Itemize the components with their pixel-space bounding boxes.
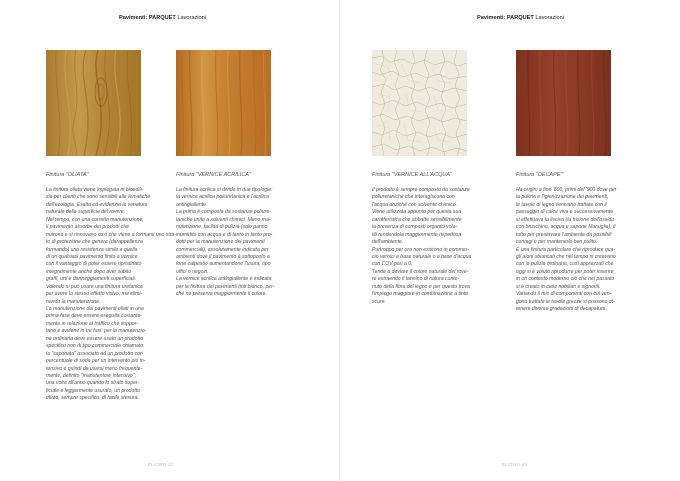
text-line: ficiale è leggermente usurato, un prodotto [46, 387, 141, 394]
text-line: oggi si è voluto riprodurre per poter inserire [516, 268, 614, 275]
text-line: Purtroppo per ora non esistono in commer- [372, 246, 470, 253]
text-line: percentuale di soda per un intervento più in- [46, 358, 146, 365]
text-line: Volendo si può usare una finitura uretanica [46, 283, 143, 290]
text-line: nando la manutenzione. [46, 298, 101, 305]
text-line: Nel tempo, con una corretta manutenzione, [46, 216, 144, 223]
finish-caption: Finitura "VERNICE ALL'ACQUA" [372, 172, 452, 178]
header-section: Pavimenti: PARQUET [119, 15, 176, 21]
text-line: ché ne preserva maggiormente il colore. [176, 291, 267, 298]
finish-description [372, 187, 484, 306]
text-line: to di protezione che genera (darappellenza [46, 239, 143, 246]
text-line: tano e avviene in tre fasi: per la manutenzio- [46, 328, 147, 335]
text-line: con il vantaggio di poter essere ripristinato [46, 261, 142, 268]
text-line: nutenzione, facilità di pulizia (solo panno [176, 224, 268, 231]
text-line: l'impiego maggiore in combinazione a tinte [372, 291, 469, 298]
text-line: gli aloni sbiancati che nel tempo si creavano [516, 253, 616, 260]
text-line: La vernice acrilica antingiallente è indicata [176, 276, 272, 283]
text-line: scure. [372, 298, 386, 305]
text-line: con bruschino, acqua e sapone Marsiglia), il [516, 224, 616, 231]
text-line: È una finitura particolare che riproduce qua- [516, 246, 616, 253]
text-line: passaggio di calce viva e successivamente [516, 209, 614, 216]
text-line: La prima è composta da sostanze poliure- [176, 209, 271, 216]
text-line: antingiallente. [176, 201, 208, 208]
text-line: per avere lo stesso effetto visivo, ma elimi- [46, 291, 143, 298]
text-line: commerciali), assolutamente indicata per [176, 246, 269, 253]
text-line: uffici o negozi. [176, 268, 209, 275]
text-line: nutrono e si rinnovano così che viene a formarsi uno stra- [46, 231, 176, 238]
text-line: la pulizia e l'igienizzazione dei pavimenti, [516, 194, 609, 201]
text-line: mente in relazione al traffico che soppor- [46, 320, 138, 327]
text-line: nuto della fibra del legno e per questo trova [372, 283, 470, 290]
text-line: graffi, urti e danneggiamenti superficiali. [46, 276, 137, 283]
text-line: l'acqua anziché con solvente chimico. [372, 201, 458, 208]
text-line: Tende a deviare il colore naturale del rove- [372, 268, 469, 275]
page-header [477, 15, 564, 21]
acrylic-cherry-swatch [176, 50, 271, 156]
text-line: con la pulizia ordinaria, così apprezzati che [516, 261, 614, 268]
finish-description [46, 187, 176, 403]
text-line: naturale della superficie del rovere. [46, 209, 126, 216]
header-subsection: Lavorazioni [535, 15, 564, 21]
text-line: poliuretaniche che interagiscono con [372, 194, 455, 201]
text-line: caratteristica che abbatte sensibilmente [372, 216, 462, 223]
text-line: tensivo e quindi da usarsi meno frequente- [46, 365, 143, 372]
text-line: Viene utilizzata appunto per questa sua [372, 209, 462, 216]
text-line: zia per clienti che sono sensibili alle tematiche [46, 194, 151, 201]
text-line: oliato, sempre specifico, di facile stesura. [46, 395, 139, 402]
text-line: la vernice acrilica poliuretanica e l'acrilica [176, 194, 269, 201]
text-line: contagi e per mantenerlo ben pulito. [516, 239, 598, 246]
header-section: Pavimenti: PARQUET [477, 15, 534, 21]
page-number: ELIGRO 42 [148, 462, 174, 467]
page-header [119, 15, 206, 21]
text-line: con COV pari a 0. [372, 261, 413, 268]
text-line: Variando il mix di componenti con cui ven- [516, 291, 612, 298]
text-line: si effettuava la lisciva (la frizione dell'ossido [516, 216, 615, 223]
text-line: si è creato in case nobiliari e signorili. [516, 283, 601, 290]
text-line: La finitura acrilica si divide in due tipologie: [176, 187, 273, 193]
text-line: dotti per la manutenzione dei pavimenti [176, 239, 265, 246]
text-line: ambienti dove il pavimento è sottoposto a [176, 253, 270, 260]
text-line: prima fase deve essere eseguita costante- [46, 313, 142, 320]
text-line: di un qualsiasi pavimento finito a vernice [46, 253, 138, 260]
text-line: gono trattate le tavole grezze si possono ot- [516, 298, 615, 305]
text-line: inumidito con acqua e di tanto in tanto pro- [176, 231, 273, 238]
finish-description [516, 187, 628, 313]
text-line: una volta all'anno quando lo strato super- [46, 380, 140, 387]
text-line: la presenza di composti organici vola- [372, 224, 458, 231]
text-line: formando) uno resistenza simile a quella [46, 246, 138, 253]
finish-caption: Finitura "VERNICE ACRILICA" [176, 172, 251, 178]
text-line: La manutenzione dei pavimenti oliati in una [46, 306, 144, 312]
text-line: tili rendendola maggiormente rispettosa [372, 231, 462, 238]
text-line: tutto per preservare l'ambiente da possibili [516, 231, 612, 238]
finish-caption: Finitura "DECAPE'" [516, 172, 564, 178]
text-line: integralmente anche dopo aver subito [46, 268, 132, 275]
text-line: forte calpestio aumentandone l'usura, tipo [176, 261, 271, 268]
text-line: tenere diverse gradazioni di decapatura. [516, 306, 607, 312]
text-line: dell'ambiente. [372, 239, 404, 246]
page-number: ELIGRO 43 [502, 462, 528, 467]
crackled-white-swatch [372, 50, 467, 156]
text-line: taniche unite a solventi chimici. Meno ma- [176, 216, 271, 223]
text-line: La finitura oliata viene impiegata in bioedili- [46, 187, 144, 193]
text-line: le tavole di legno venivano trattate con il [516, 201, 607, 208]
text-line: per la finitura dei pavimenti tinti bianco, per- [176, 283, 275, 290]
text-line: re estraendo il tannino di natura conte- [372, 276, 460, 283]
text-line: mente, definito "manutentore intensivo", [46, 372, 136, 379]
finish-caption: Finitura "OLIATA" [46, 172, 89, 178]
text-line: specifico non di tipo commerciale chiamato [46, 343, 144, 350]
text-line: cio vernici a base naturale o a base d'acqua [372, 253, 472, 260]
decape-red-swatch [516, 50, 611, 156]
text-line: in un contesto moderno ciò che nel passato [516, 276, 615, 283]
text-line: Il prodotto è sempre composto da sostanze [372, 187, 470, 193]
oiled-oak-swatch [46, 50, 141, 156]
text-line: Ha origini a fine '800, primi del '900 dove per [516, 187, 617, 193]
finish-description [176, 187, 288, 299]
text-line: dell'ecologia. Esalta ed evidenzia la venatura [46, 201, 148, 208]
text-line: la "saponata" associato ad un prodotto con [46, 350, 143, 357]
header-subsection: Lavorazioni [177, 15, 206, 21]
right-page [340, 0, 680, 481]
text-line: ne ordinaria deve essere usato un prodotto [46, 335, 144, 342]
text-line: il pavimento assorbe dei prodotti che [46, 224, 129, 231]
